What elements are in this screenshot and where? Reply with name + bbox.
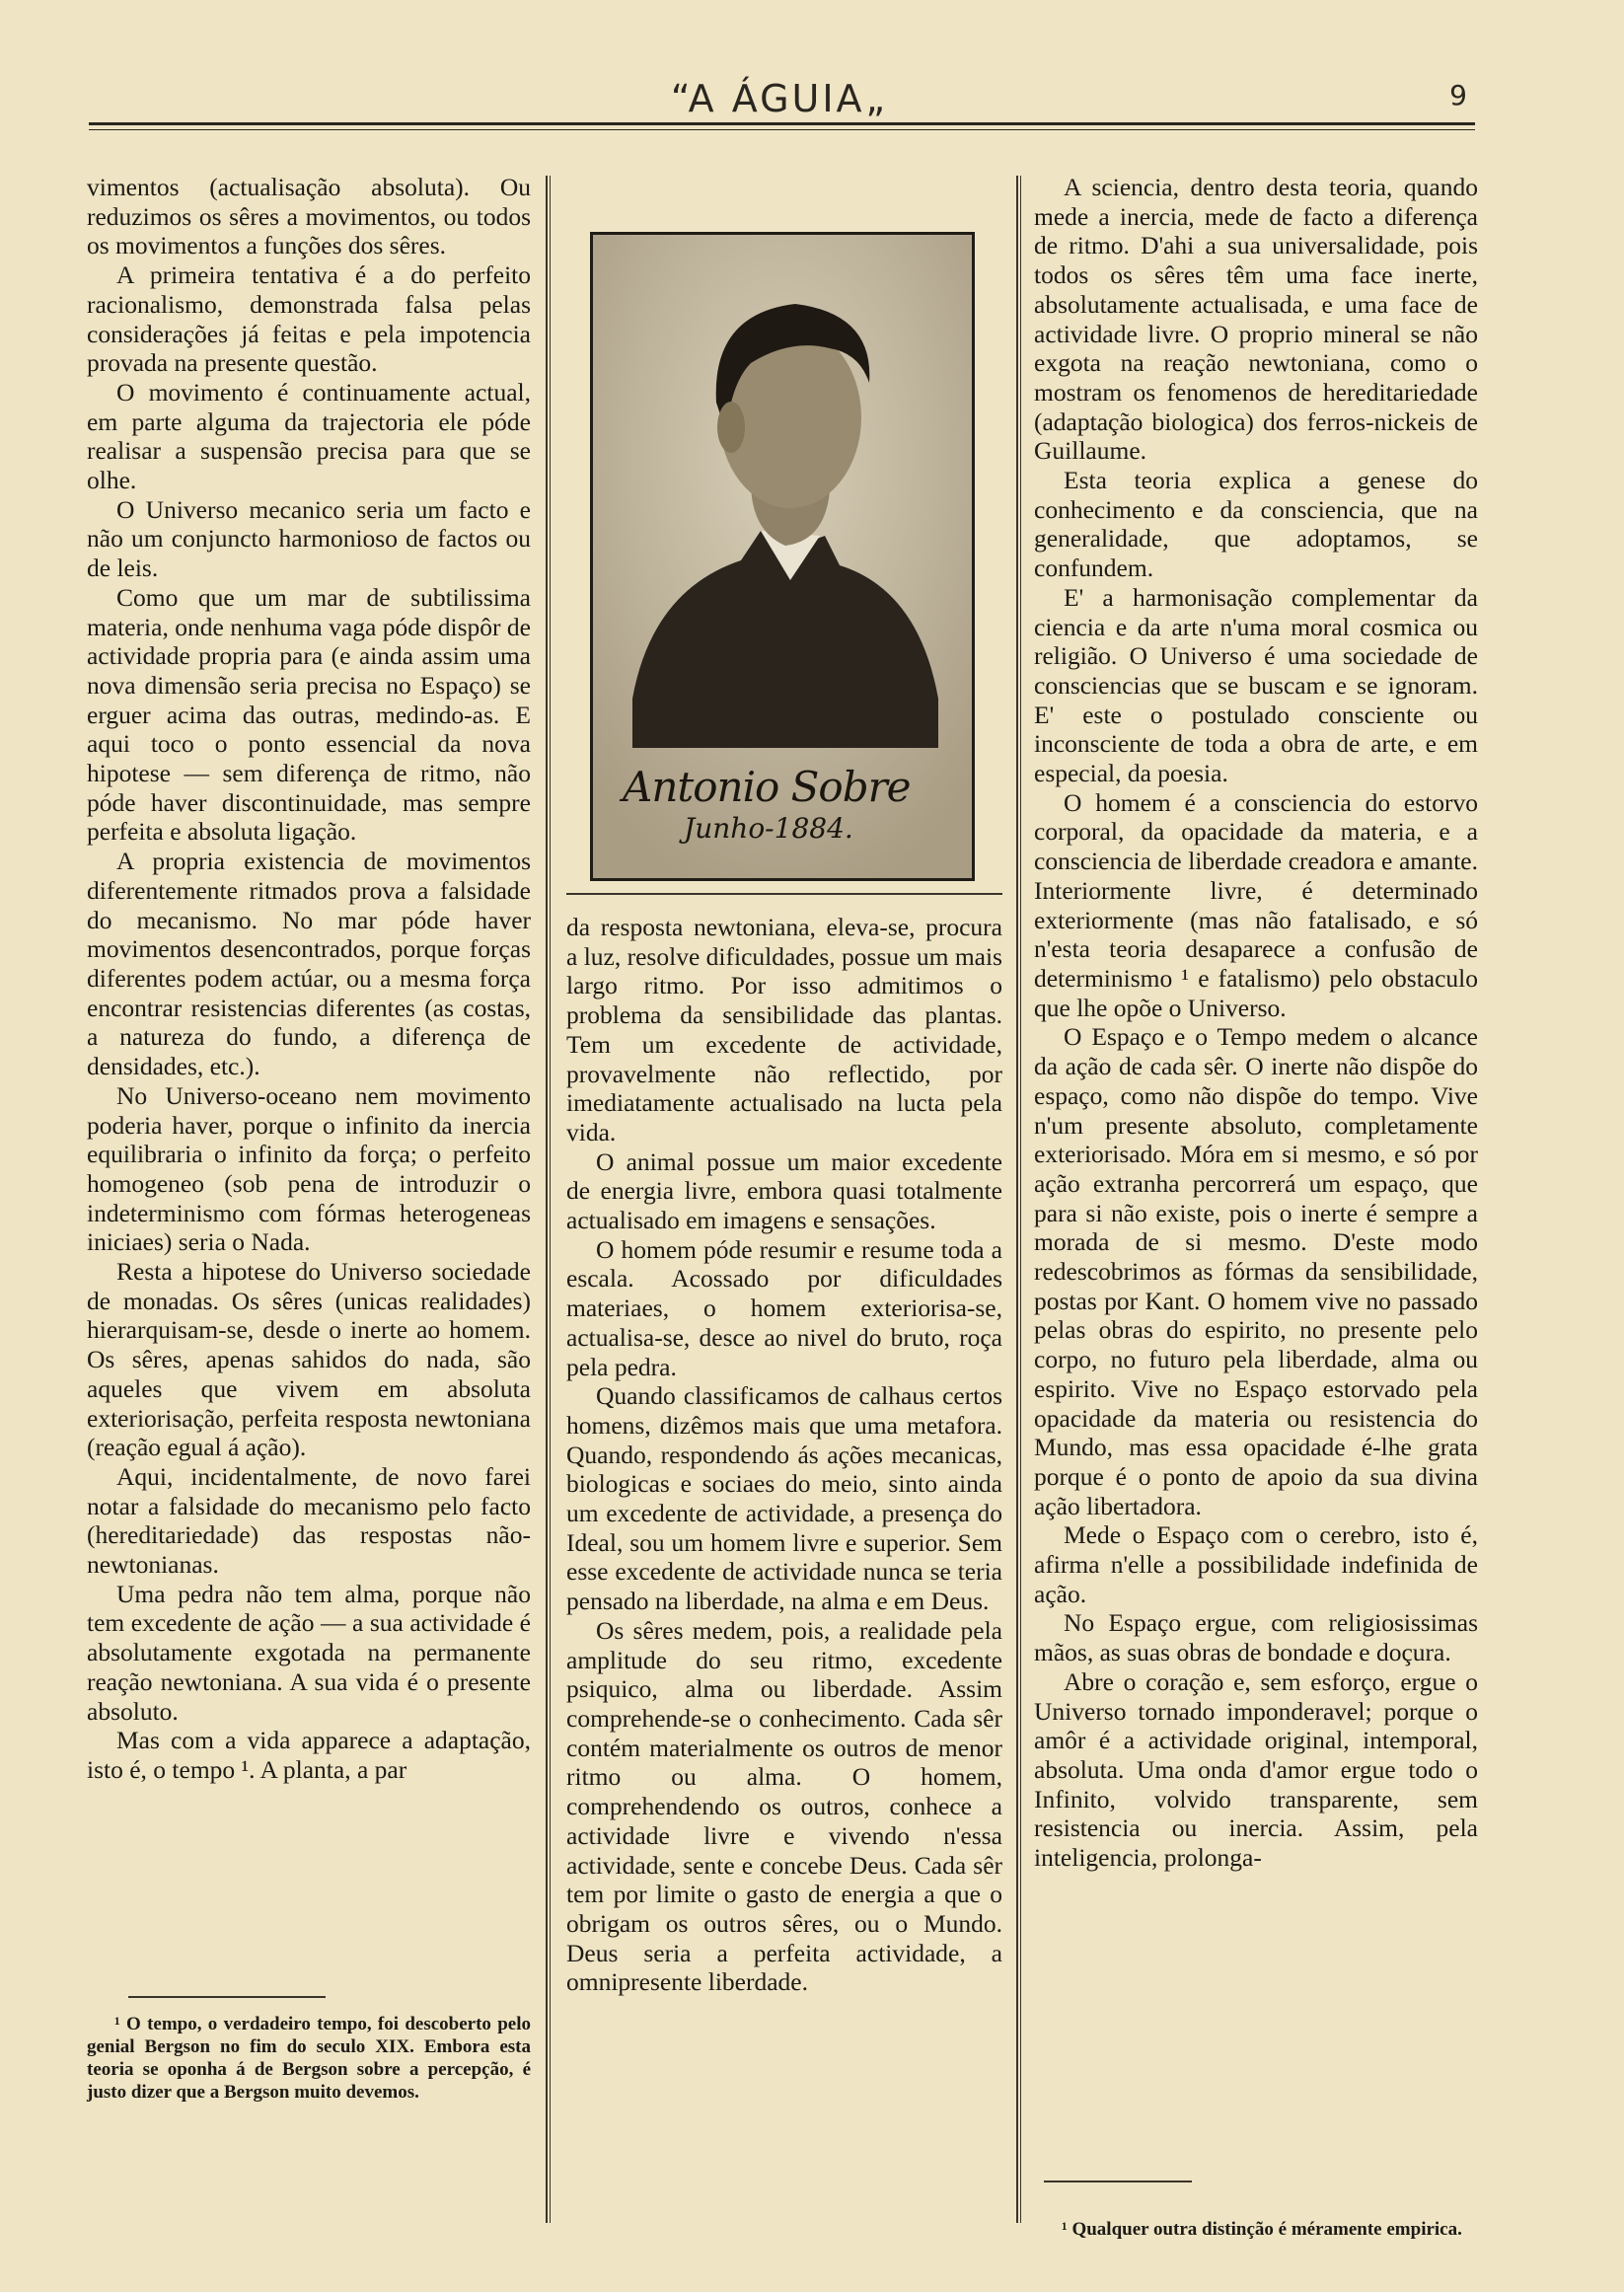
footnote-left [87, 2013, 531, 2104]
footnote-text: ¹ O tempo, o verdadeiro tempo, foi descoberto pelo genial Bergson no fim do seculo XIX. Embora esta teoria se oponha á de Bergson sobre a percepção, é justo dizer que a Bergson muito devemos. [87, 2014, 531, 2103]
footnote-rule-left [128, 1996, 326, 1998]
paragraph: Uma pedra não tem alma, porque não tem excedente de ação — a sua actividade é absolutamente exgotada na permanente reação newtoniana. A sua vida é o presente absoluto. [87, 1579, 531, 1726]
paragraph: Abre o coração e, sem esforço, ergue o Universo tornado imponderavel; porque o amôr é a actividade original, intemporal, absoluta. Uma onda d'amor ergue todo o Infinito, volvido transparente, sem resistencia ou inercia. Assim, pela inteligencia, prolonga- [1034, 1666, 1478, 1873]
paragraph: Quando classificamos de calhaus certos homens, dizêmos mais que uma metafora. Quando, respondendo ás ações mecanicas, biologicas e sociaes do meio, sinto ainda um excedente de actividade, a presença do Ideal, sou um homem livre e superior. Sem esse excedente de actividade nunca se teria pensado na liberdade, na alma e em Deus. [566, 1381, 1002, 1616]
footnote-rule-right [1044, 2181, 1192, 2182]
paragraph: O Universo mecanico seria um facto e não um conjuncto harmonioso de factos ou de leis. [87, 494, 531, 583]
photo-divider [566, 893, 1002, 895]
paragraph: Esta teoria explica a genese do conhecimento e da consciencia, que na generalidade, que adoptamos, se confundem. [1034, 466, 1478, 583]
footnote-right [1034, 2218, 1478, 2241]
portrait-photo [590, 232, 975, 881]
paragraph: O movimento é continuamente actual, em parte alguma da trajectoria ele póde realisar a suspensão precisa para que se olhe. [87, 377, 531, 495]
paragraph: Como que um mar de subtilissima materia, onde nenhuma vaga póde dispôr de actividade propria para (e ainda assim uma nova dimensão seria precisa no Espaço) se erguer acima das outras, medindo-as. E aqui toco o ponto essencial da nova hipotese — sem diferença de ritmo, não póde haver discontinuidade, mas sempre perfeita e absoluta ligação. [87, 582, 531, 847]
paragraph: Mas com a vida apparece a adaptação, isto é, o tempo ¹. A planta, a par [87, 1726, 531, 1784]
paragraph: da resposta newtoniana, eleva-se, procura a luz, resolve dificuldades, possue um mais largo ritmo. Por isso admitimos o problema da sensibilidade das plantas. Tem um excedente de actividade, provavelmente não reflectido, por imediatamente actualisado na lucta pela vida. [566, 913, 1002, 1146]
page-header [84, 61, 1475, 130]
column-divider-right [1016, 176, 1018, 2223]
paragraph: Os sêres medem, pois, a realidade pela amplitude do seu ritmo, excedente psiquico, alma ou liberdade. Assim comprehende-se o conhecimento. Cada sêr contém materialmente os outros de menor ritmo ou alma. O homem, comprehendendo os outros, conhece a actividade livre e vivendo n'essa actividade, sente e concebe Deus. Cada sêr tem por limite o gasto de energia a que o obrigam os outros sêres, ou o Mundo. Deus seria a perfeita actividade, a omnipresente liberdade. [566, 1615, 1002, 1997]
column-middle [566, 913, 1002, 1997]
column-left [87, 173, 531, 1785]
portrait-signature: Antonio Sobre [623, 763, 911, 811]
footnote-text: ¹ Qualquer outra distinção é méramente empirica. [1062, 2219, 1462, 2240]
paragraph: Aqui, incidentalmente, de novo farei notar a falsidade do mecanismo pelo facto (hereditariedade) das respostas não-newtonianas. [87, 1461, 531, 1580]
column-right [1034, 173, 1478, 1873]
paragraph: O animal possue um maior excedente de energia livre, embora quasi totalmente actualisado em imagens e sensações. [566, 1146, 1002, 1235]
paragraph: O homem é a consciencia do estorvo corporal, da opacidade da materia, e a consciencia de liberdade creadora e amante. Interiormente livre, é determinado exteriormente (mas não fatalisado, e só n'esta teoria desaparece a confusão de determinismo ¹ e fatalismo) pelo obstaculo que lhe opõe o Universo. [1034, 787, 1478, 1022]
paragraph: vimentos (actualisação absoluta). Ou reduzimos os sêres a movimentos, ou todos os movimentos a funções dos sêres. [87, 173, 531, 260]
header-rule-thin [89, 129, 1475, 130]
column-divider-right-thin [1020, 176, 1021, 2223]
portrait-date: Junho-1884. [684, 812, 853, 845]
page-number: 9 [1449, 79, 1467, 111]
column-divider-left [546, 176, 548, 2223]
paragraph: E' a harmonisação complementar da ciencia e da arte n'uma moral cosmica ou religião. O Universo é uma sociedade de consciencias que se buscam e se ignoram. E' este o postulado consciente ou inconsciente de toda a obra de arte, e em especial, da poesia. [1034, 582, 1478, 788]
paragraph: A propria existencia de movimentos diferentemente ritmados prova a falsidade do mecanismo. No mar póde haver movimentos desencontrados, porque forças diferentes podem actúar, ou a mesma força encontrar resistencias diferentes (as costas, a natureza do fundo, a diferença de densidades, etc.). [87, 847, 531, 1081]
paragraph: Resta a hipotese do Universo sociedade de monadas. Os sêres (unicas realidades) hierarquisam-se, desde o inerte ao homem. Os sêres, apenas sahidos do nada, são aqueles que vivem em absoluta exteriorisação, perfeita resposta newtoniana (reação egual á ação). [87, 1257, 531, 1462]
paragraph: A primeira tentativa é a do perfeito racionalismo, demonstrada falsa pelas considerações já feitas e pela impotencia provada na presente questão. [87, 260, 531, 378]
paragraph: O Espaço e o Tempo medem o alcance da ação de cada sêr. O inerte não dispõe do espaço, como não dispõe do tempo. Vive n'um presente absoluto, completamente exteriorisado. Móra em si mesmo, e só por ação extranha percorrerá um espaço, que para si não existe, pois o inerte é sempre a morada de si mesmo. D'este modo redescobrimos as fórmas da sensibilidade, postas por Kant. O homem vive no passado pelas obras do espirito, no presente pelo corpo, no futuro pela liberdade, alma ou espirito. Vive no Espaço estorvado pela opacidade da materia ou resistencia do Mundo, mas essa opacidade é-lhe grata porque é o ponto de apoio da sua divina ação libertadora. [1034, 1022, 1478, 1520]
paragraph: Mede o Espaço com o cerebro, isto é, afirma n'elle a possibilidade indefinida de ação. [1034, 1520, 1478, 1608]
paragraph: No Universo-oceano nem movimento poderia haver, porque o infinito da inercia equilibraria o infinito da força; o perfeito homogeneo (sob pena de introduzir o indeterminismo com fórmas heterogeneas iniciaes) seria o Nada. [87, 1080, 531, 1257]
column-divider-left-thin [550, 176, 551, 2223]
header-rule [89, 122, 1475, 125]
paragraph: O homem póde resumir e resume toda a escala. Acossado por dificuldades materiaes, o homem exteriorisa-se, actualisa-se, desce ao nivel do bruto, roça pela pedra. [566, 1234, 1002, 1381]
paragraph: No Espaço ergue, com religiosissimas mãos, as suas obras de bondade e doçura. [1034, 1608, 1478, 1667]
running-title: “A ÁGUIA„ [670, 77, 889, 120]
paragraph: A sciencia, dentro desta teoria, quando mede a inercia, mede de facto a diferença de ritmo. D'ahi a sua universalidade, pois todos os sêres têm uma face inerte, absolutamente actualisada, e uma face de actividade livre. O proprio mineral se não exgota na reação newtoniana, como o mostram os fenomenos de hereditariedade (adaptação biologica) dos ferros-nickeis de Guillaume. [1034, 173, 1478, 466]
